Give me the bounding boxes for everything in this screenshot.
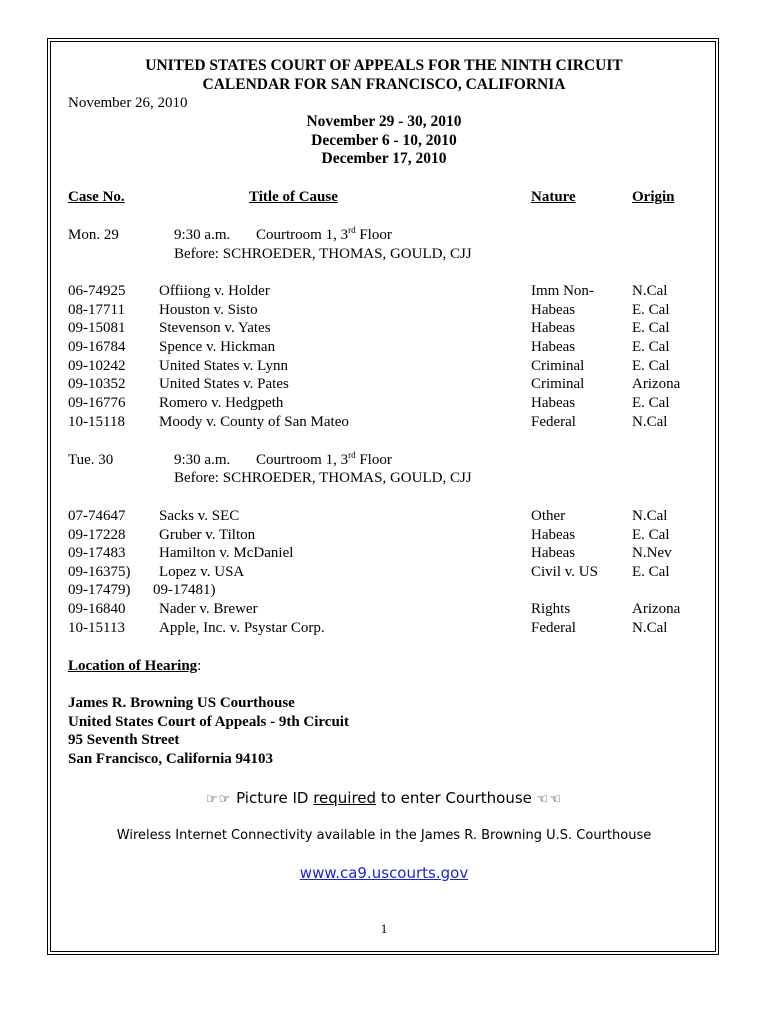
case-nature: Habeas (531, 545, 576, 561)
case-origin: E. Cal (632, 527, 670, 543)
case-number: 09-10352 (68, 376, 126, 392)
case-title: United States v. Pates (159, 376, 289, 392)
case-nature: Rights (531, 601, 571, 617)
case-title: Moody v. County of San Mateo (159, 414, 349, 430)
case-number: 09-16784 (68, 339, 126, 355)
case-title: United States v. Lynn (159, 358, 289, 374)
case-nature: Criminal (531, 358, 585, 374)
case-nature: Habeas (531, 302, 576, 318)
case-number: 08-17711 (68, 302, 125, 318)
case-nature: Federal (531, 414, 576, 430)
case-origin: E. Cal (632, 339, 670, 355)
case-origin: N.Cal (632, 414, 668, 430)
case-number: 10-15118 (68, 414, 125, 430)
case-nature: Other (531, 508, 566, 524)
wireless-notice: Wireless Internet Connectivity available in the James R. Browning U.S. Courthouse (116, 828, 652, 843)
case-number: 09-16375) (68, 564, 131, 580)
session-day: Tue. 30 (68, 452, 114, 468)
case-number: 10-15113 (68, 620, 125, 636)
website-link[interactable]: www.ca9.uscourts.gov (299, 864, 469, 882)
location-line: United States Court of Appeals - 9th Circuit (68, 714, 349, 730)
case-number: 09-17479) (68, 582, 131, 598)
case-origin: Arizona (632, 376, 681, 392)
case-number: 09-17228 (68, 527, 126, 543)
location-line: James R. Browning US Courthouse (68, 695, 295, 711)
session-panel: Before: SCHROEDER, THOMAS, GOULD, CJJ (174, 470, 472, 486)
page-number: 1 (380, 921, 388, 936)
location-line: San Francisco, California 94103 (68, 751, 273, 767)
case-origin: E. Cal (632, 320, 670, 336)
pointing-hand-left-icon: ☜☜ (536, 792, 562, 807)
case-origin: Arizona (632, 601, 681, 617)
date-range-3: December 17, 2010 (321, 150, 447, 167)
case-nature: Habeas (531, 320, 576, 336)
case-title: Spence v. Hickman (159, 339, 276, 355)
calendar-title: CALENDAR FOR SAN FRANCISCO, CALIFORNIA (202, 76, 566, 93)
case-nature: Habeas (531, 339, 576, 355)
pointing-hand-right-icon: ☞☞ (206, 792, 232, 807)
location-line: 95 Seventh Street (68, 732, 180, 748)
case-number: 09-17483 (68, 545, 126, 561)
case-title: Romero v. Hedgpeth (159, 395, 284, 411)
case-title: Hamilton v. McDaniel (159, 545, 294, 561)
case-title: Gruber v. Tilton (159, 527, 256, 543)
case-nature: Criminal (531, 376, 585, 392)
case-origin: N.Nev (632, 545, 672, 561)
date-range-2: December 6 - 10, 2010 (311, 132, 457, 149)
case-origin: E. Cal (632, 395, 670, 411)
website-link-row (0, 864, 768, 882)
case-number-continued: 09-17481) (153, 582, 216, 598)
column-header-nature: Nature (531, 189, 576, 205)
session-time: 9:30 a.m. (174, 452, 231, 468)
case-origin: E. Cal (632, 358, 670, 374)
column-header-case: Case No. (68, 189, 125, 205)
case-origin: N.Cal (632, 620, 668, 636)
session-day: Mon. 29 (68, 227, 119, 243)
case-nature: Imm Non- (531, 283, 594, 299)
case-nature: Habeas (531, 527, 576, 543)
session-time: 9:30 a.m. (174, 227, 231, 243)
case-nature: Federal (531, 620, 576, 636)
date-range-1: November 29 - 30, 2010 (306, 113, 462, 130)
case-origin: E. Cal (632, 302, 670, 318)
session-courtroom: Courtroom 1, 3rd Floor (256, 225, 392, 243)
court-title: UNITED STATES COURT OF APPEALS FOR THE NINTH CIRCUIT (145, 57, 623, 74)
case-number: 09-10242 (68, 358, 126, 374)
picture-id-notice: ☞☞ Picture ID required to enter Courthouse ☜☜ (206, 789, 562, 807)
page-border-inner (50, 41, 716, 952)
case-title: Offiiong v. Holder (159, 283, 270, 299)
session-panel: Before: SCHROEDER, THOMAS, GOULD, CJJ (174, 246, 472, 262)
case-number: 06-74925 (68, 283, 126, 299)
case-nature: Civil v. US (531, 564, 598, 580)
case-number: 09-16776 (68, 395, 126, 411)
case-title: Apple, Inc. v. Psystar Corp. (159, 620, 325, 636)
case-origin: N.Cal (632, 283, 668, 299)
case-title: Nader v. Brewer (159, 601, 258, 617)
case-nature: Habeas (531, 395, 576, 411)
column-header-origin: Origin (632, 189, 675, 205)
case-number: 07-74647 (68, 508, 126, 524)
location-heading: Location of Hearing: (68, 658, 202, 674)
case-origin: E. Cal (632, 564, 670, 580)
case-number: 09-16840 (68, 601, 126, 617)
column-header-title: Title of Cause (249, 189, 338, 205)
session-courtroom: Courtroom 1, 3rd Floor (256, 450, 392, 468)
issue-date: November 26, 2010 (68, 95, 188, 111)
case-title: Lopez v. USA (159, 564, 245, 580)
case-origin: N.Cal (632, 508, 668, 524)
case-number: 09-15081 (68, 320, 126, 336)
case-title: Sacks v. SEC (159, 508, 240, 524)
case-title: Houston v. Sisto (159, 302, 258, 318)
case-title: Stevenson v. Yates (159, 320, 271, 336)
